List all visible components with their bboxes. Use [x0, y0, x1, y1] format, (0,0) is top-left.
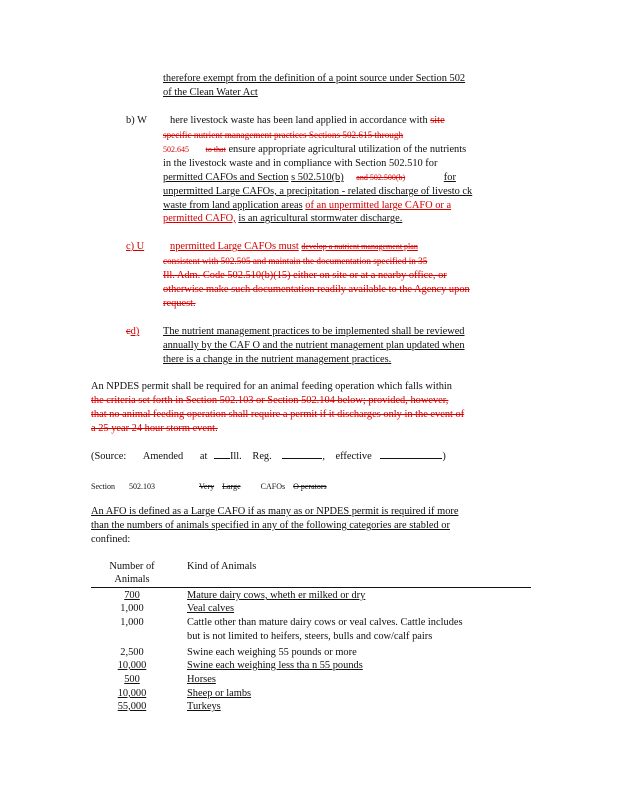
table-row-number: 2,500 — [120, 647, 144, 658]
table-row-number: 700 — [124, 590, 140, 601]
item-c-line-4: otherwise make such documentation readily available to the Agency upon — [163, 284, 470, 295]
afo-line-3: confined: — [91, 534, 131, 545]
table-row-kind: Turkeys — [187, 701, 221, 712]
item-b-marker: b) W — [126, 115, 147, 126]
table-row-number: 1,000 — [120, 617, 144, 628]
item-b-line-7 — [163, 199, 451, 213]
item-b-line-5-deleted: and 502.500(b) — [356, 173, 406, 182]
item-b-line-3 — [163, 143, 466, 157]
section-operators-deleted: O perators — [293, 482, 327, 491]
afo-line-1: An AFO is defined as a Large CAFO if as many as or NPDES permit is required if more — [91, 506, 459, 517]
table-row-kind: Swine each weighing less tha n 55 pounds — [187, 660, 363, 671]
item-c-line-1 — [170, 240, 418, 254]
table-header-rule — [91, 587, 531, 588]
source-close: ) — [442, 451, 446, 462]
item-b-line-6: unpermitted Large CAFOs, a precipitation - related discharge of livesto ck — [163, 186, 473, 197]
source-effective: effective — [335, 451, 372, 462]
source-reg: Reg. — [252, 451, 272, 462]
item-c-line-1-b: develop a nutrient management plan — [301, 242, 418, 251]
source-note: (Source: Amended at Ill. Reg. , effective ) — [91, 451, 446, 462]
table-row-kind: Horses — [187, 674, 216, 685]
source-amended: Amended — [142, 451, 184, 462]
table-row-kind: Veal calves — [187, 603, 235, 614]
source-date-blank — [380, 458, 442, 459]
item-b-deleted-site: site — [430, 115, 445, 126]
section-label: Section — [91, 482, 115, 491]
table-row-kind: Cattle other than mature dairy cows or veal calves. Cattle includes — [187, 617, 463, 628]
item-d-marker-new: d) — [130, 326, 140, 337]
item-d-line-2: annually by the CAF O and the nutrient management plan updated when — [163, 340, 465, 351]
table-header-number-1: Number of — [109, 561, 155, 572]
table-row-kind: Sheep or lambs — [187, 688, 252, 699]
npdes-line-1: An NPDES permit shall be required for an animal feeding operation which falls within — [91, 381, 452, 392]
table-row-number: 1,000 — [120, 603, 144, 614]
item-b-line-3-text: ensure appropriate agricultural utilization of the nutrients — [228, 144, 467, 155]
afo-line-2: than the numbers of animals specified in any of the following categories are stabled or — [91, 520, 450, 531]
item-b-line-5-a: permitted CAFOs and Section — [163, 172, 289, 183]
item-b-line-5-b: s 502.510(b) — [291, 172, 344, 183]
item-c-marker: c) U — [126, 241, 145, 252]
table-row-kind: Swine each weighing 55 pounds or more — [187, 647, 357, 658]
item-b-line-3-deleted-b: to that — [205, 145, 226, 154]
source-open: (Source: — [91, 451, 127, 462]
table-row-number: 500 — [124, 674, 140, 685]
intro-line-1: therefore exempt from the definition of a point source under Section 502 — [163, 73, 466, 84]
item-d-marker — [126, 325, 139, 339]
item-b-line-1-text: here livestock waste has been land applied in accordance with — [170, 115, 428, 126]
item-b-line-8 — [163, 212, 402, 226]
item-b-line-4: in the livestock waste and in compliance with Section 502.510 for — [163, 158, 438, 169]
npdes-line-4-deleted: a 25 year 24 hour storm event. — [91, 423, 218, 434]
item-b-line-1 — [170, 114, 445, 128]
item-c-line-1-a: npermitted Large CAFOs must — [170, 241, 299, 252]
section-number: 502.103 — [129, 482, 155, 491]
intro-line-2: of the Clean Water Act — [163, 87, 258, 98]
item-b-line-5-d: for — [443, 172, 456, 183]
item-d-line-3: there is a change in the nutrient management practices. — [163, 354, 392, 365]
item-c-line-5: request. — [163, 298, 196, 309]
item-b-line-5 — [163, 171, 456, 185]
item-b-line-8-b: is an agricultural stormwater discharge. — [238, 213, 403, 224]
table-header-kind: Kind of Animals — [187, 561, 257, 572]
source-at: at — [199, 451, 208, 462]
table-row-number: 55,000 — [117, 701, 147, 712]
table-row-number: 10,000 — [117, 688, 147, 699]
item-b-line-7-a: waste from land application areas — [163, 200, 303, 211]
section-heading — [91, 480, 327, 494]
source-page-blank — [282, 458, 322, 459]
item-b-line-7-b: of an unpermitted large CAFO or a — [305, 200, 452, 211]
item-d-marker-old: c — [126, 326, 131, 337]
source-volume-blank — [214, 458, 230, 459]
item-b-line-2-deleted: specific nutrient management practices Sections 502.615 through — [163, 130, 404, 140]
table-header-number-2: Animals — [114, 574, 150, 585]
item-b-line-3-deleted-a: 502.645 — [163, 145, 189, 154]
item-c-line-3: Ill. Adm. Code 502.510(b)(15) either on site or at a nearby office, or — [163, 270, 447, 281]
section-cafos: CAFOs — [260, 482, 286, 491]
item-d-line-1: The nutrient management practices to be implemented shall be reviewed — [163, 326, 465, 337]
section-large-deleted: Large — [222, 482, 241, 491]
npdes-line-2-deleted: the criteria set forth in Section 502.103 or Section 502.104 below; provided, however, — [91, 395, 449, 406]
table-row-kind: Mature dairy cows, wheth er milked or dry — [187, 590, 366, 601]
table-row-kind-continued: but is not limited to heifers, steers, bulls and cow/calf pairs — [187, 631, 433, 642]
npdes-line-3-deleted: that no animal feeding operation shall require a permit if it discharges only in the event of — [91, 409, 465, 420]
source-ill: Ill. — [229, 451, 242, 462]
section-very-deleted: Very — [199, 482, 215, 491]
table-row-number: 10,000 — [117, 660, 147, 671]
item-b-line-8-a: permitted CAFO, — [163, 213, 236, 224]
item-c-line-2: consistent with 502.505 and maintain the documentation specified in 35 — [163, 256, 428, 266]
